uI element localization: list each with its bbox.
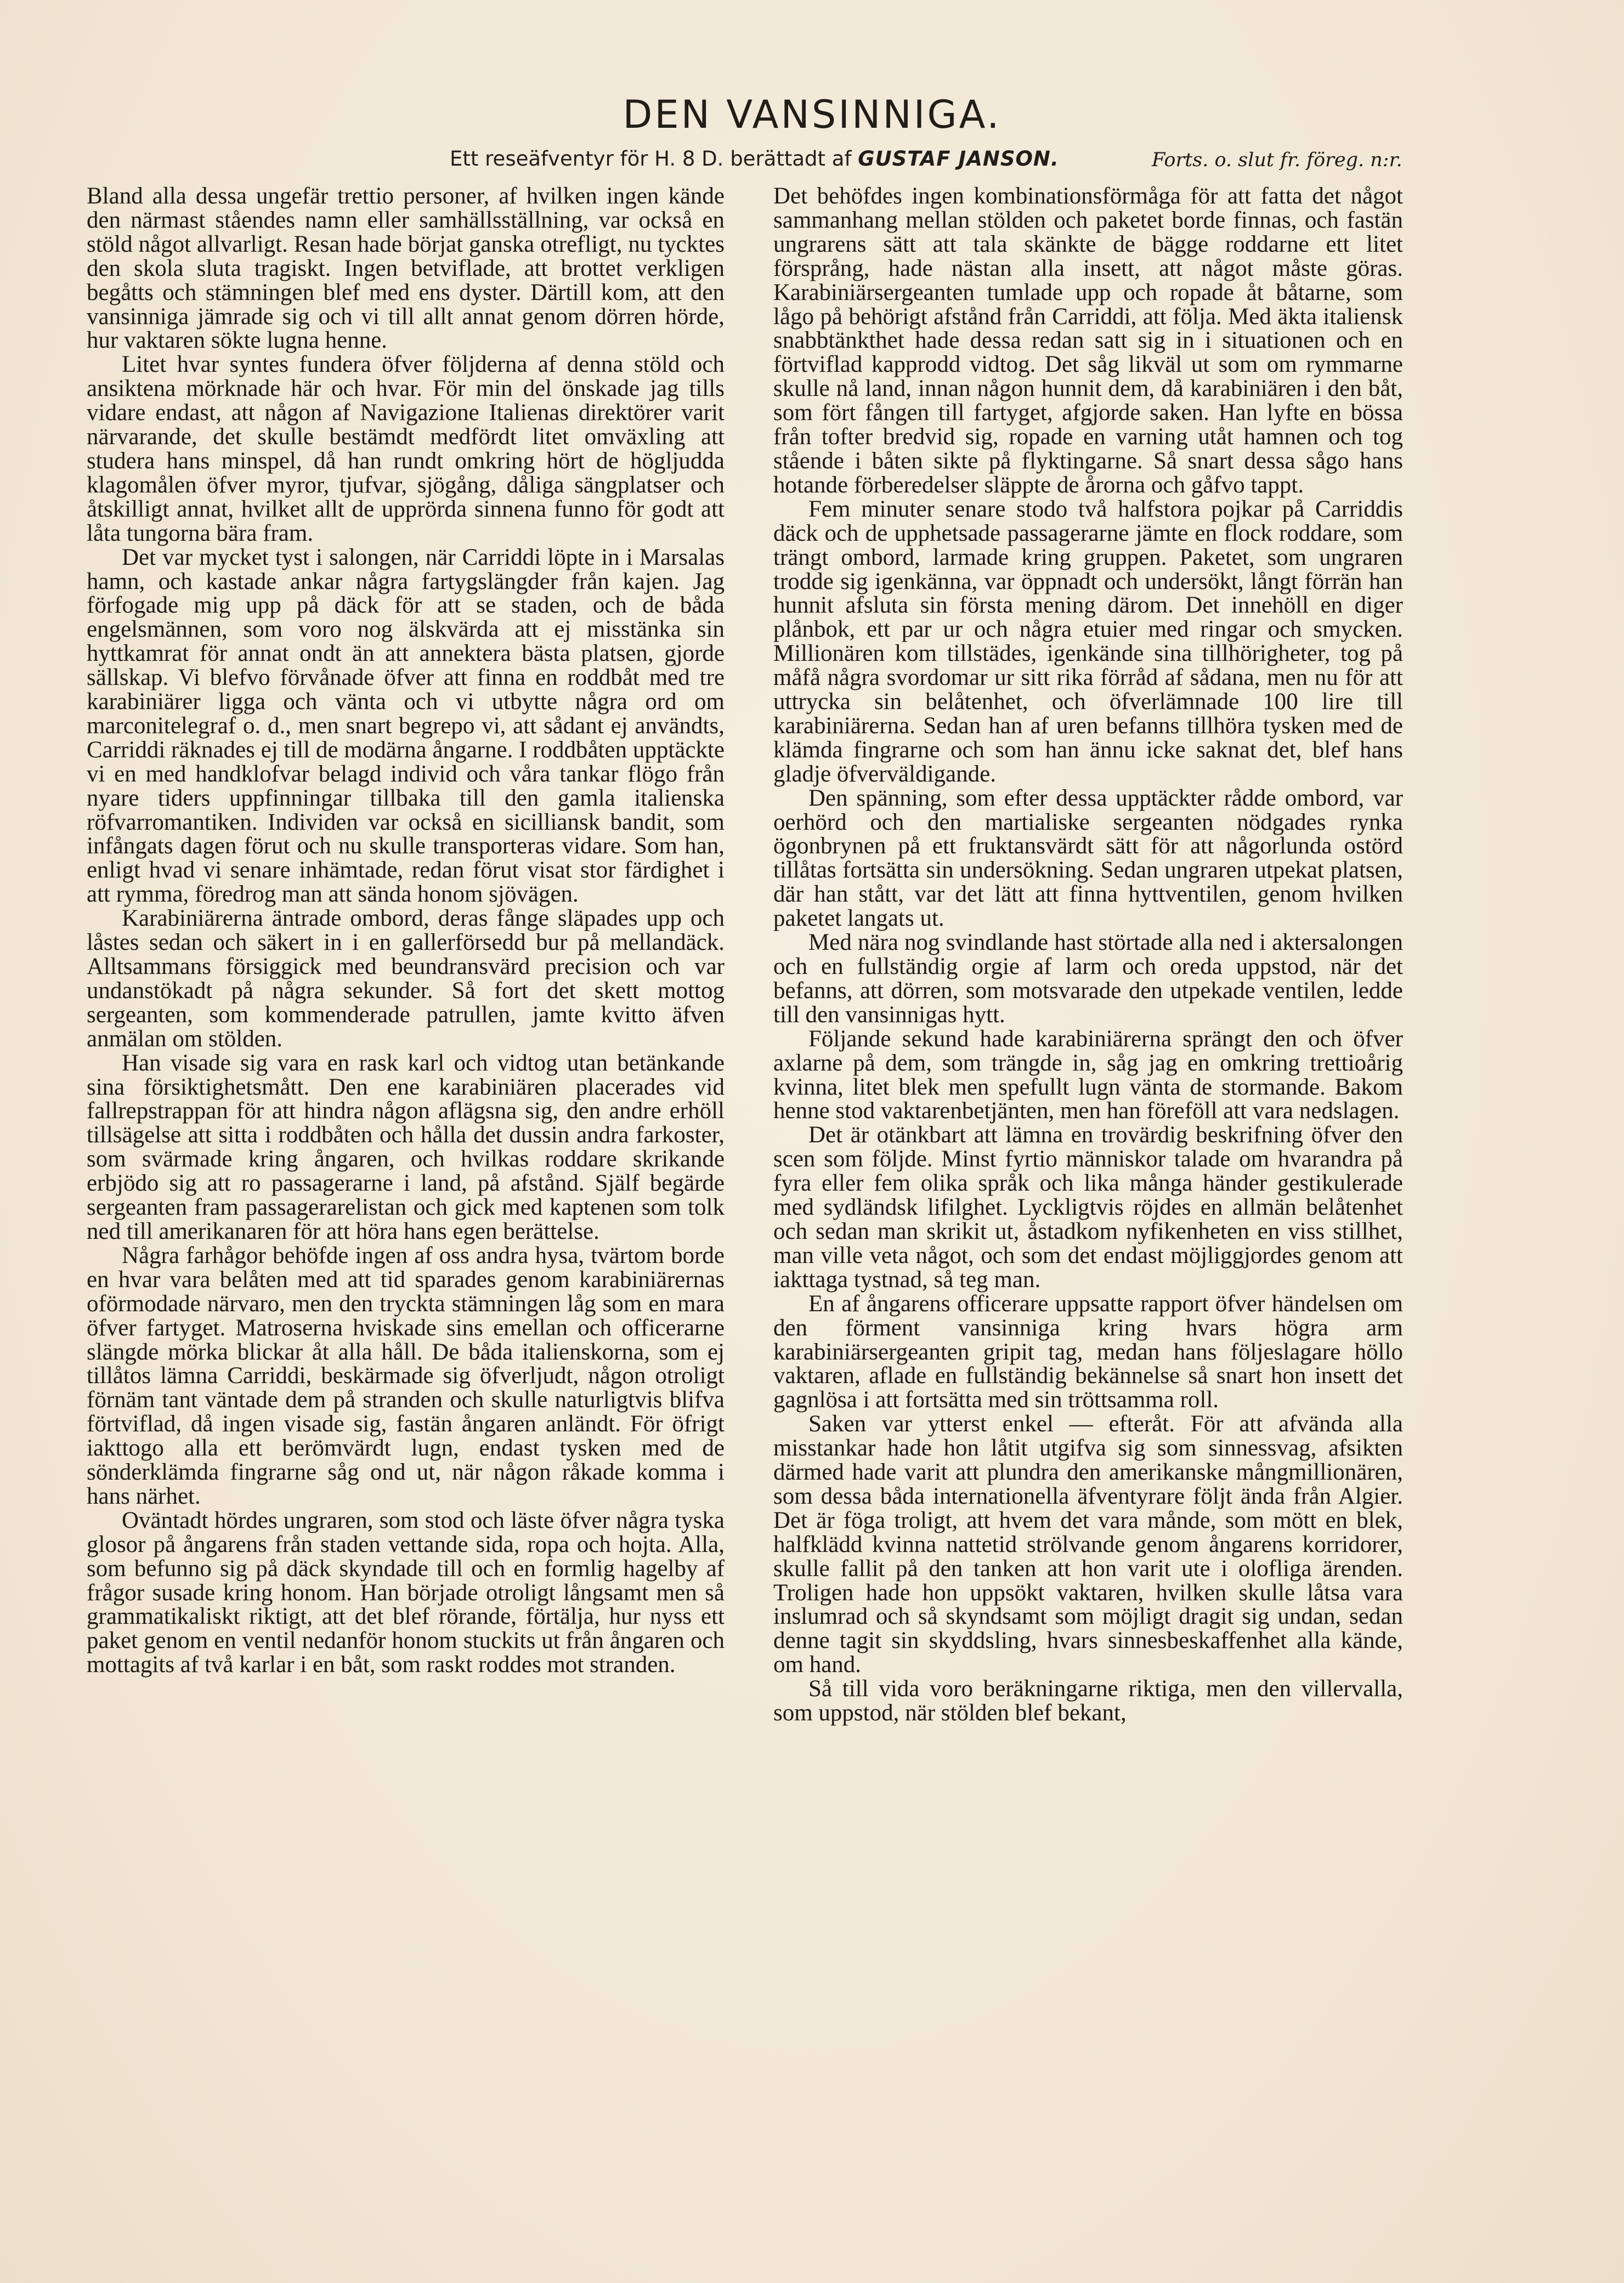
article-title: DEN VANSINNIGA. (623, 92, 1001, 137)
paragraph: En af ångarens officerare uppsatte rapport öfver händelsen om den förment vansinniga kring hvars högra arm karabiniärsergeanten gripit tag, medan hans följeslagare höllo vaktaren, aflade en fullständig bekännelse så snart hon insett det gagnlösa i att fortsätta med sin tröttsamma roll. (773, 1290, 1403, 1413)
paragraph: Litet hvar syntes fundera öfver följderna af denna stöld och ansiktena mörknade här och hvar. För min del önskade jag tills vidare endast, att någon af Navigazione Italienas direktörer varit närvarande, det skulle bestämdt medfördt litet omväxling att studera hans minspel, då han rundt omkring hört de högljudda klagomålen öfver myror, tjufvar, sjögång, dåliga sängplatser och åtskilligt annat, hvilket allt de upprörda sinnena funno för godt att låta tungorna bära fram. (87, 352, 725, 546)
paragraph: Oväntadt hördes ungraren, som stod och läste öfver några tyska glosor på ångarens från staden vettande sida, ropa och hojta. Alla, som befunno sig på däck skyndade till och en formlig hagelby af frågor susade kring honom. Han började otroligt långsamt men så grammatikaliskt riktigt, att det blef rörande, förtälja, hur nyss ett paket genom en ventil nedanför honom stuckits ut från ångaren och mottagits af två karlar i en båt, som raskt roddes mot stranden. (87, 1507, 725, 1678)
paragraph: Den spänning, som efter dessa upptäckter rådde ombord, var oerhörd och den martialiske sergeanten nödgades rynka ögonbrynen på ett fruktansvärdt sätt för att någorlunda ostörd tillåtas fortsätta sin undersökning. Sedan ungraren utpekat platsen, där han stått, var det lätt att finna hyttventilen, genom hvilken paketet langats ut. (773, 785, 1403, 932)
paragraph: Några farhågor behöfde ingen af oss andra hysa, tvärtom borde en hvar vara belåten med att tid sparades genom karabiniärernas oförmodade närvaro, men den tryckta stämningen låg som en mara öfver fartyget. Matroserna hviskade sins emellan och officerarne slängde mörka blickar åt alla håll. De båda italienskorna, som ej tillåtos lämna Carriddi, beskärmade sig öfverljudt, någon otroligt förnäm tant väntade dem på stranden och skulle naturligtvis blifva förtviflad, då ingen visade sig, fastän ångaren anländt. För öfrigt iakttogo alla ett berömvärdt lugn, endast tysken med de sönderklämda fingrarne såg ond ut, när någon råkade komma i hans närhet. (87, 1242, 725, 1509)
left-text-column (87, 184, 725, 1677)
author-name: GUSTAF JANSON. (858, 147, 1059, 171)
paragraph: Så till vida voro beräkningarne riktiga, men den villervalla, som uppstod, när stölden blef bekant, (773, 1676, 1403, 1726)
paragraph: Bland alla dessa ungefär trettio personer, af hvilken ingen kände den närmast ståendes namn eller samhällsställning, var också en stöld något allvarligt. Resan hade börjat ganska otrefligt, nu tycktes den skola sluta tragiskt. Ingen betviflade, att brottet verkligen begåtts och stämningen blef med ens dyster. Därtill kom, att den vansinniga jämrade sig och vi till allt annat genom dörren hörde, hur vaktaren sökte lugna henne. (87, 183, 725, 354)
paragraph: Karabiniärerna äntrade ombord, deras fånge släpades upp och låstes sedan och säkert in i en gallerförsedd bur på mellandäck. Alltsammans försiggick med beundransvärd precision och var undanstökadt på några sekunder. Så fort det skett mottog sergeanten, som kommenderade patrullen, jamte kvitto äfven anmälan om stölden. (87, 905, 725, 1052)
article-byline (450, 147, 1059, 171)
paragraph: Han visade sig vara en rask karl och vidtog utan betänkande sina försiktighetsmått. Den ene karabiniären placerades vid fallrepstrappan för att hindra någon aflägsna sig, den andre erhöll tillsägelse att sitta i roddbåten och hålla det dussin andra farkoster, som svärmade kring ångaren, och hvilkas roddare skrikande erbjödo sig att ro passagerarne i land, på afstånd. Själf begärde sergeanten fram passagerarelistan och gick med kaptenen som tolk ned till amerikanaren för att höra hans egen berättelse. (87, 1050, 725, 1244)
right-text-column (773, 184, 1403, 1725)
paragraph: Det behöfdes ingen kombinationsförmåga för att fatta det något sammanhang mellan stölden och paketet borde finnas, och fastän ungrarens sätt att tala skänkte de bägge roddarne ett litet försprång, hade nästan alla insett, att något måste göras. Karabiniärsergeanten tumlade upp och ropade åt båtarne, som lågo på behörigt afstånd från Carriddi, att följa. Med äkta italiensk snabbtänkthet hade dessa redan satt sig in i situationen och en förtviflad kapprodd vidtog. Det såg likväl ut som om rymmarne skulle nå land, innan någon hunnit dem, då karabiniären i den båt, som fört fången till fartyget, afgjorde saken. Han lyfte en bössa från tofter bredvid sig, ropade en varning utåt hamnen och tog stående i båten sikte på flyktingarne. Så snart dessa sågo hans hotande förberedelser släppte de årorna och gåfvo tappt. (773, 183, 1403, 498)
byline-prefix: Ett reseäfventyr för H. 8 D. berättadt af (450, 147, 852, 171)
paragraph: Med nära nog svindlande hast störtade alla ned i aktersalongen och en fullständig orgie af larm och oreda uppstod, när det befanns, att dörren, som motsvarade den utpekade ventilen, ledde till den vansinnigas hytt. (773, 930, 1403, 1028)
paragraph: Fem minuter senare stodo två halfstora pojkar på Carriddis däck och de upphetsade passagerarne jämte en flock roddare, som trängt ombord, larmade kring gruppen. Paketet, som ungraren trodde sig igenkänna, var öppnadt och undersökt, långt förrän han hunnit afsluta sin första mening därom. Det innehöll en diger plånbok, ett par ur och några etuier med ringar och smycken. Millionären kom tillstädes, igenkände sina tillhörigheter, tog på måfå några svordomar ur sitt rika förråd af sådana, men nu för att uttrycka sin belåtenhet, och öfverlämnade 100 lire till karabiniärerna. Sedan han af uren befanns tillhöra tysken med de klämda fingrarne och som han ännu icke saknat det, blef hans gladje öfverväldigande. (773, 496, 1403, 787)
paragraph: Följande sekund hade karabiniärerna sprängt den och öfver axlarne på dem, som trängde in, såg jag en omkring trettioårig kvinna, litet blek men spefullt lugn vänta de stormande. Bakom henne stod vaktarenbetjänten, men han föreföll att vara nedslagen. (773, 1026, 1403, 1124)
paragraph: Det var mycket tyst i salongen, när Carriddi löpte in i Marsalas hamn, och kastade ankar några fartygslängder från kajen. Jag förfogade mig upp på däck för att se staden, och de båda engelsmännen, som voro nog älskvärda att ej misstänka sin hyttkamrat för annat ondt än att annektera bästa platsen, gjorde sällskap. Vi blefvo förvånade öfver att finna en roddbåt med tre karabiniärer ligga och vänta och vi utbytte några ord om marconitelegraf o. d., men snart begrepo vi, att sådant ej användts, Carriddi räknades ej till de modärna ångarne. I roddbåten upptäckte vi en med handklofvar belagd individ och våra tankar flögo från nyare tiders uppfinningar tillbaka till den gamla italienska röfvarromantiken. Individen var också en sicilliansk bandit, som infångats dagen förut och nu skulle transporteras vidare. Som han, enligt hvad vi senare inhämtade, redan förut visat stor färdighet i att rymma, föredrog man att sända honom sjövägen. (87, 544, 725, 908)
paragraph: Saken var ytterst enkel — efteråt. För att afvända alla misstankar hade hon låtit utgifva sig som sinnessvag, afsikten därmed hade varit att plundra den amerikanske mångmillionären, som dessa båda internationella äfventyrare följt ända från Algier. Det är föga troligt, att hvem det vara månde, som mött en blek, halfklädd kvinna nattetid strölvande genom ångarens korridorer, skulle fallit på den tanken att hon varit ute i olofliga ärenden. Troligen hade hon uppsökt vaktaren, hvilken skulle låtsa vara inslumrad och så skyndsamt som möjligt dragit sig undan, sedan denne tagit sin skyddsling, hvars sinnesbeskaffenhet alla kände, om hand. (773, 1411, 1403, 1678)
continuation-note: Forts. o. slut fr. föreg. n:r. (1152, 149, 1402, 171)
paragraph: Det är otänkbart att lämna en trovärdig beskrifning öfver den scen som följde. Minst fyrtio människor talade om hvarandra på fyra eller fem olika språk och lika många händer gestikulerade med sydländsk lifilghet. Lyckligtvis röjdes en allmän belåtenhet och sedan man skrikit ut, åstadkom nyfikenheten en viss stillhet, man ville veta något, och som det endast möjliggjordes genom att iakttaga tystnad, så teg man. (773, 1122, 1403, 1293)
